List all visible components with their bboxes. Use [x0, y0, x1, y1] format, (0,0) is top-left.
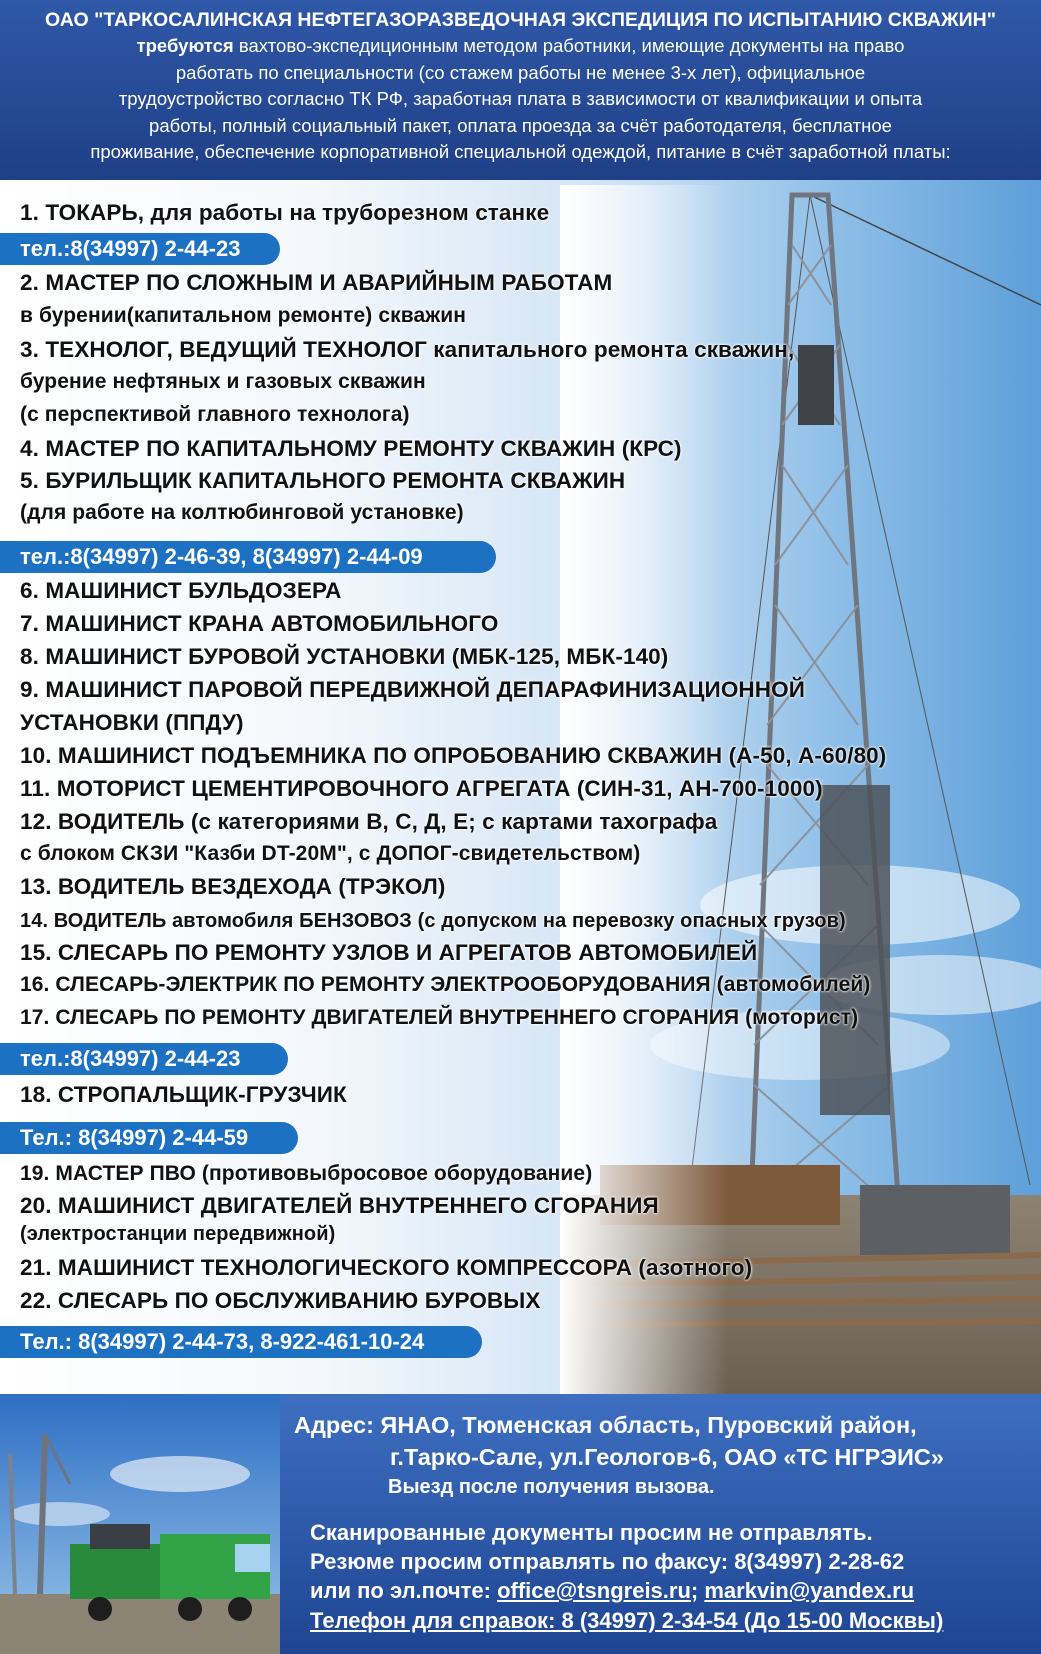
- email-line: [310, 1578, 914, 1604]
- job-5-title: 5. БУРИЛЬЩИК КАПИТАЛЬНОГО РЕМОНТА СКВАЖИН: [20, 468, 626, 493]
- address-note: Выезд после получения вызова.: [388, 1476, 715, 1498]
- fax-line: Резюме просим отправлять по факсу: 8(34997) 2-28-62: [310, 1549, 905, 1574]
- job-3-note: (с перспективой главного технолога): [20, 403, 410, 426]
- job-10: 10. МАШИНИСТ ПОДЪЕМНИКА ПО ОПРОБОВАНИЮ СКВАЖИН (А-50, А-60/80): [20, 743, 887, 768]
- job-19: 19. МАСТЕР ПВО (противовыбросовое оборудование): [20, 1162, 593, 1185]
- equipment-truck-photo: [0, 1394, 280, 1654]
- job-5-detail: (для работе на колтюбинговой установке): [20, 501, 464, 524]
- job-9-detail: УСТАНОВКИ (ППДУ): [20, 710, 244, 735]
- address-line-2: г.Тарко-Сале, ул.Геологов-6, ОАО «ТС НГРЭИС»: [390, 1444, 944, 1470]
- job-6: 6. МАШИНИСТ БУЛЬДОЗЕРА: [20, 578, 342, 603]
- intro-line-3: трудоустройство согласно ТК РФ, заработная плата в зависимости от квалификации и опыта: [118, 88, 923, 109]
- email-separator: ;: [690, 1578, 705, 1603]
- job-20-detail: (электростанции передвижной): [20, 1223, 336, 1245]
- job-12-title: 12. ВОДИТЕЛЬ (с категориями В, С, Д, Е; с картами тахографа: [20, 809, 718, 834]
- intro-lead: требуются: [136, 35, 234, 56]
- footer-panel: [0, 1394, 1041, 1654]
- job-11: 11. МОТОРИСТ ЦЕМЕНТИРОВОЧНОГО АГРЕГАТА (СИН-31, АН-700-1000): [20, 776, 823, 801]
- email-link-1[interactable]: office@tsngreis.ru: [497, 1578, 691, 1603]
- intro-line-5: проживание, обеспечение корпоративной специальной одеждой, питание в счёт заработной платы:: [90, 141, 951, 162]
- intro-line-4: работы, полный социальный пакет, оплата проезда за счёт работодателя, бесплатное: [149, 114, 892, 136]
- job-22: 22. СЛЕСАРЬ ПО ОБСЛУЖИВАНИЮ БУРОВЫХ: [20, 1288, 541, 1313]
- job-12-detail: с блоком СКЗИ "Казби DT-20M", с ДОПОГ-свидетельством): [20, 842, 641, 865]
- job-21: 21. МАШИНИСТ ТЕХНОЛОГИЧЕСКОГО КОМПРЕССОРА (азотного): [20, 1255, 753, 1280]
- job-3-title: 3. ТЕХНОЛОГ, ВЕДУЩИЙ ТЕХНОЛОГ капитального ремонта скважин,: [20, 337, 795, 362]
- intro-line-1: вахтово-экспедиционным методом работники, имеющие документы на право: [233, 35, 905, 56]
- email-prefix: или по эл.почте:: [310, 1578, 498, 1603]
- job-16: 16. СЛЕСАРЬ-ЭЛЕКТРИК ПО РЕМОНТУ ЭЛЕКТРООБОРУДОВАНИЯ (автомобилей): [20, 973, 871, 996]
- job-2-detail: в бурении(капитальном ремонте) скважин: [20, 304, 467, 327]
- job-4: 4. МАСТЕР ПО КАПИТАЛЬНОМУ РЕМОНТУ СКВАЖИН (КРС): [20, 436, 682, 461]
- job-7: 7. МАШИНИСТ КРАНА АВТОМОБИЛЬНОГО: [20, 611, 499, 636]
- intro-paragraph: [12, 33, 1029, 166]
- email-link-2[interactable]: markvin@yandex.ru: [704, 1578, 915, 1603]
- phone-badge-3[interactable]: тел.:8(34997) 2-44-23: [0, 1043, 288, 1075]
- job-20-title: 20. МАШИНИСТ ДВИГАТЕЛЕЙ ВНУТРЕННЕГО СГОРАНИЯ: [20, 1193, 659, 1218]
- address-line-1: Адрес: ЯНАО, Тюменская область, Пуровский район,: [294, 1412, 917, 1438]
- job-3-detail: бурение нефтяных и газовых скважин: [20, 370, 426, 393]
- job-14: 14. ВОДИТЕЛЬ автомобиля БЕНЗОВОЗ (с допуском на перевозку опасных грузов): [20, 910, 846, 932]
- company-title: ОАО "ТАРКОСАЛИНСКАЯ НЕФТЕГАЗОРАЗВЕДОЧНАЯ ЭКСПЕДИЦИЯ ПО ИСПЫТАНИЮ СКВАЖИН": [45, 9, 996, 31]
- job-2-title: 2. МАСТЕР ПО СЛОЖНЫМ И АВАРИЙНЫМ РАБОТАМ: [20, 270, 613, 295]
- reference-phone-line[interactable]: Телефон для справок: 8 (34997) 2-34-54 (До 15-00 Москвы): [310, 1608, 944, 1633]
- job-8: 8. МАШИНИСТ БУРОВОЙ УСТАНОВКИ (МБК-125, МБК-140): [20, 644, 669, 669]
- phone-badge-2[interactable]: тел.:8(34997) 2-46-39, 8(34997) 2-44-09: [0, 541, 496, 573]
- phone-badge-4[interactable]: Тел.: 8(34997) 2-44-59: [0, 1122, 298, 1154]
- job-9-title: 9. МАШИНИСТ ПАРОВОЙ ПЕРЕДВИЖНОЙ ДЕПАРАФИНИЗАЦИОННОЙ: [20, 677, 805, 702]
- job-18: 18. СТРОПАЛЬЩИК-ГРУЗЧИК: [20, 1082, 347, 1107]
- header-banner: [0, 0, 1041, 180]
- phone-badge-5[interactable]: Тел.: 8(34997) 2-44-73, 8-922-461-10-24: [0, 1326, 482, 1358]
- job-list: [0, 200, 1041, 1400]
- job-13: 13. ВОДИТЕЛЬ ВЕЗДЕХОДА (ТРЭКОЛ): [20, 874, 446, 899]
- job-1: 1. ТОКАРЬ, для работы на труборезном станке: [20, 200, 550, 225]
- info-line-1: Сканированные документы просим не отправлять.: [310, 1520, 873, 1545]
- job-17: 17. СЛЕСАРЬ ПО РЕМОНТУ ДВИГАТЕЛЕЙ ВНУТРЕННЕГО СГОРАНИЯ (моторист): [20, 1006, 859, 1029]
- intro-line-2: работать по специальности (со стажем работы не менее 3-х лет), официальное: [175, 61, 866, 83]
- phone-badge-1[interactable]: тел.:8(34997) 2-44-23: [0, 233, 280, 265]
- job-15: 15. СЛЕСАРЬ ПО РЕМОНТУ УЗЛОВ И АГРЕГАТОВ АВТОМОБИЛЕЙ: [20, 940, 758, 965]
